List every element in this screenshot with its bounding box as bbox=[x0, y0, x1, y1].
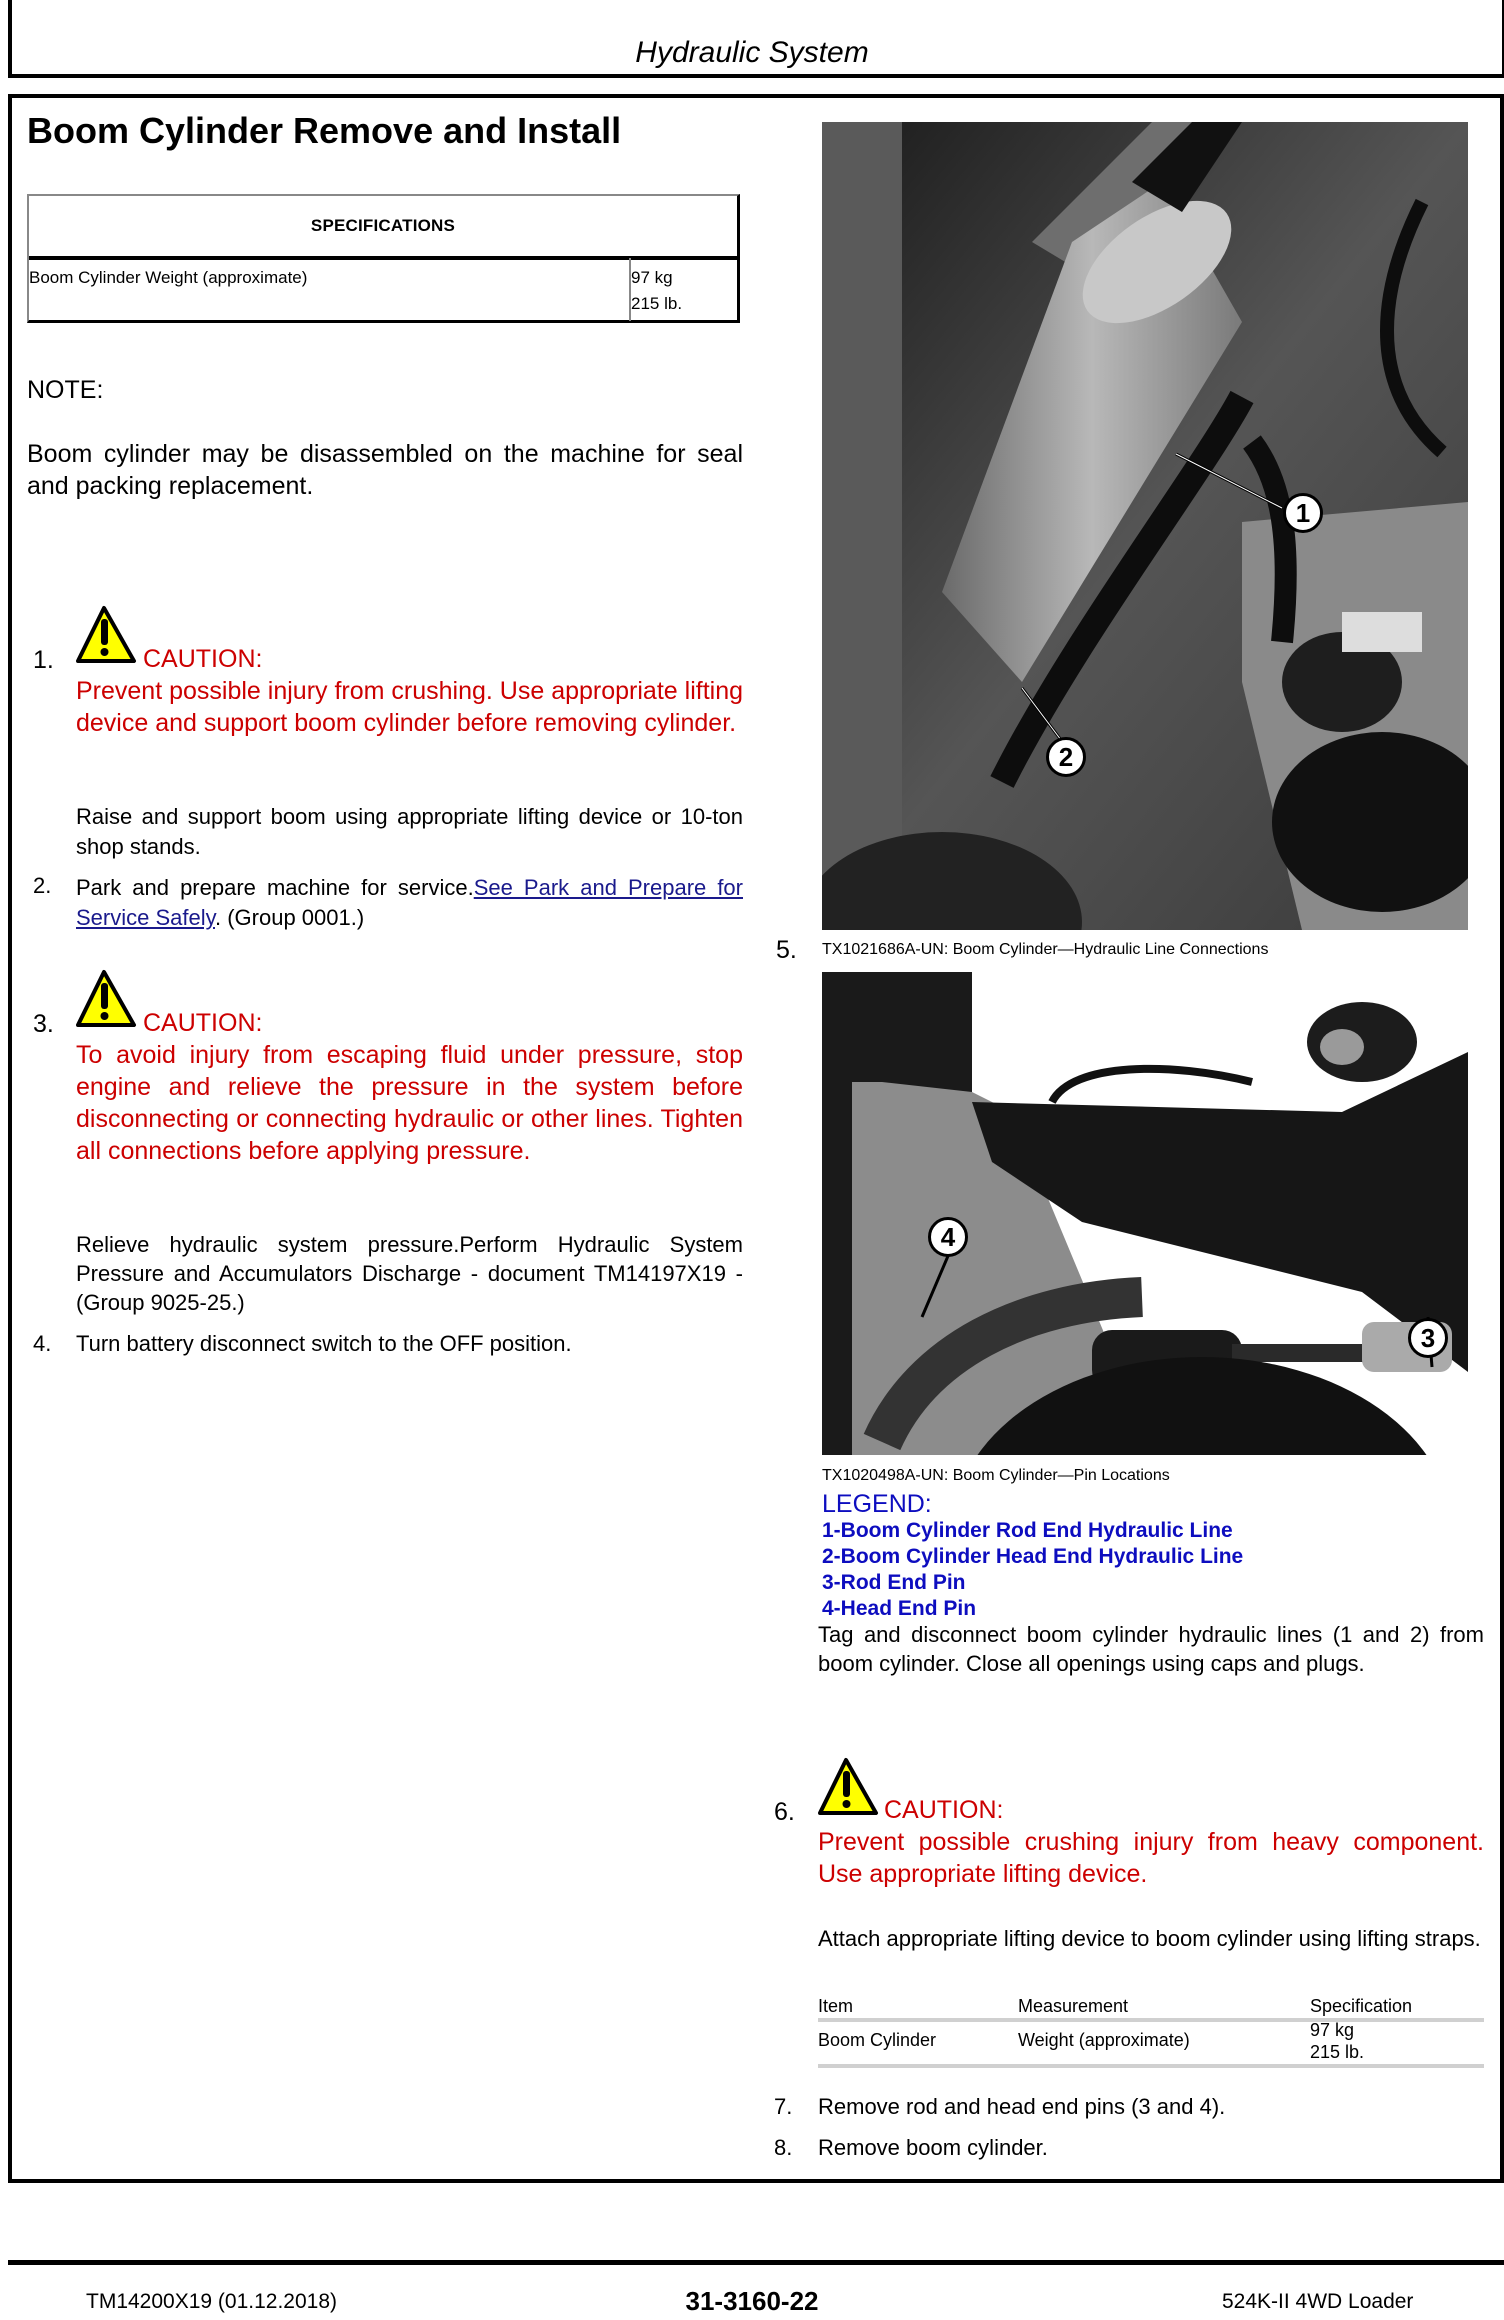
step-text: Raise and support boom using appropriate lifting device or 10-ton shop stands. bbox=[76, 804, 743, 859]
table-header-item: Item bbox=[818, 1996, 854, 2016]
legend-item: 3-Rod End Pin bbox=[822, 1571, 966, 1594]
footer-model: 524K-II 4WD Loader bbox=[1222, 2290, 1414, 2313]
table-divider bbox=[818, 2018, 1484, 2022]
callout-leaders bbox=[822, 122, 1468, 930]
callout-2: 2 bbox=[1046, 737, 1086, 777]
caution-text: Prevent possible injury from crushing. Use appropriate lifting device and support boom cylinder before removing cylinder. bbox=[76, 677, 743, 737]
step-number: 7. bbox=[774, 2094, 793, 2119]
footer-divider bbox=[8, 2260, 1504, 2265]
table-header-measurement: Measurement bbox=[1018, 1996, 1129, 2016]
figure-caption: TX1021686A-UN: Boom Cylinder—Hydraulic Line Connections bbox=[822, 941, 1269, 958]
caution-label: CAUTION: bbox=[884, 1796, 1004, 1824]
step-text: Remove rod and head end pins (3 and 4). bbox=[818, 2094, 1226, 2119]
step-number: 6. bbox=[774, 1798, 795, 1826]
table-cell-spec-imperial: 215 lb. bbox=[1310, 2042, 1365, 2062]
callout-leaders bbox=[822, 972, 1468, 1455]
warning-triangle-icon bbox=[816, 1757, 880, 1817]
section-title: Hydraulic System bbox=[635, 36, 869, 69]
specifications-heading: SPECIFICATIONS bbox=[29, 196, 737, 260]
caution-label: CAUTION: bbox=[143, 1009, 263, 1037]
table-cell-spec-metric: 97 kg bbox=[1310, 2020, 1355, 2040]
step-text: Remove boom cylinder. bbox=[818, 2135, 1048, 2160]
step-number: 3. bbox=[33, 1010, 54, 1038]
step-text: Attach appropriate lifting device to boom cylinder using lifting straps. bbox=[818, 1926, 1481, 1951]
spec-row-label: Boom Cylinder Weight (approximate) bbox=[29, 268, 308, 287]
park-and-prepare-link[interactable]: See Park and Prepare for Service Safely bbox=[76, 875, 743, 930]
step-text: Tag and disconnect boom cylinder hydraulic lines (1 and 2) from boom cylinder. Close all openings using caps and plugs. bbox=[818, 1622, 1484, 1676]
warning-triangle-icon bbox=[74, 605, 138, 665]
footer-doc-id: TM14200X19 (01.12.2018) bbox=[86, 2290, 338, 2313]
step-text-part: . (Group 0001.) bbox=[214, 905, 365, 930]
legend-item: 4-Head End Pin bbox=[822, 1597, 977, 1620]
warning-triangle-icon bbox=[74, 969, 138, 1029]
table-cell-measurement: Weight (approximate) bbox=[1018, 2030, 1190, 2050]
caution-text: Prevent possible crushing injury from heavy component. Use appropriate lifting device. bbox=[818, 1828, 1484, 1888]
step-number: 8. bbox=[774, 2135, 793, 2160]
measurement-table bbox=[818, 1996, 1484, 2066]
callout-1: 1 bbox=[1283, 493, 1323, 533]
specifications-table bbox=[27, 194, 740, 323]
legend-item: 1-Boom Cylinder Rod End Hydraulic Line bbox=[822, 1519, 1233, 1542]
legend-item: 2-Boom Cylinder Head End Hydraulic Line bbox=[822, 1545, 1244, 1568]
callout-3: 3 bbox=[1408, 1318, 1448, 1358]
caution-label: CAUTION: bbox=[143, 645, 263, 673]
caution-text: To avoid injury from escaping fluid under pressure, stop engine and relieve the pressure in the system before disconnecting or connecting hydraulic or other lines. Tighten all connections before applying pressure. bbox=[76, 1041, 743, 1165]
legend-list bbox=[822, 1518, 1243, 1622]
step-number: 5. bbox=[776, 936, 797, 964]
page-title: Boom Cylinder Remove and Install bbox=[27, 110, 622, 151]
photo-pin-locations bbox=[822, 972, 1468, 1455]
step-number: 2. bbox=[33, 873, 52, 898]
legend-title: LEGEND: bbox=[822, 1490, 932, 1518]
spec-value-imperial: 215 lb. bbox=[631, 294, 683, 313]
figure-caption: TX1020498A-UN: Boom Cylinder—Pin Locations bbox=[822, 1467, 1170, 1484]
step-text: Turn battery disconnect switch to the OFF position. bbox=[76, 1331, 572, 1356]
spec-value-metric: 97 kg bbox=[631, 268, 673, 287]
table-header-specification: Specification bbox=[1310, 1996, 1413, 2016]
step-number: 1. bbox=[33, 646, 54, 674]
table-cell-item: Boom Cylinder bbox=[818, 2030, 937, 2050]
table-divider bbox=[818, 2064, 1484, 2068]
footer-page-number: 31-3160-22 bbox=[685, 2286, 819, 2316]
note-label: NOTE: bbox=[27, 376, 104, 404]
step-number: 4. bbox=[33, 1331, 52, 1356]
step-text: Relieve hydraulic system pressure.Perform Hydraulic System Pressure and Accumulators Discharge - document TM14197X19 - (Group 9025-25.) bbox=[76, 1232, 743, 1315]
callout-4: 4 bbox=[928, 1217, 968, 1257]
photo-hydraulic-line-connections bbox=[822, 122, 1468, 930]
note-text: Boom cylinder may be disassembled on the machine for seal and packing replacement. bbox=[27, 440, 743, 500]
step-text-part: Park and prepare machine for service. bbox=[76, 875, 474, 900]
step-text bbox=[76, 873, 743, 933]
